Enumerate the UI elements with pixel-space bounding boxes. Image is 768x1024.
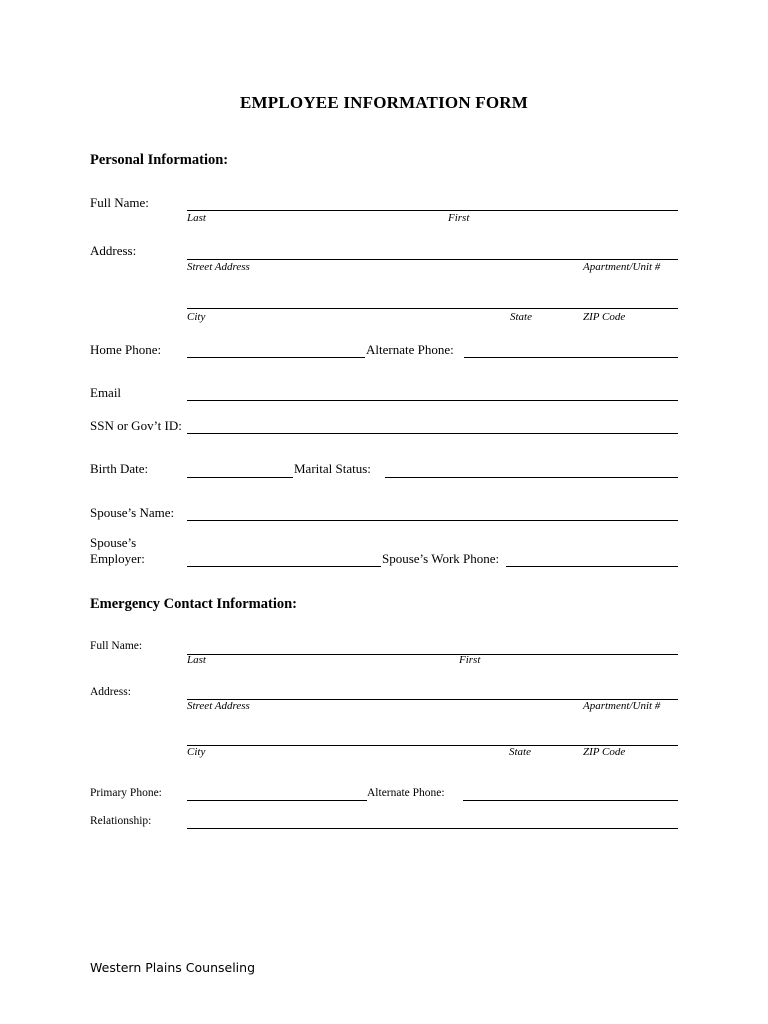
apartment-caption: Apartment/Unit # xyxy=(583,261,661,273)
state-caption: State xyxy=(510,311,532,323)
emergency-address-label: Address: xyxy=(90,686,131,698)
street-address-underline xyxy=(187,259,678,260)
emergency-city-caption: City xyxy=(187,746,206,758)
emergency-full-name-underline xyxy=(187,654,678,655)
city-state-zip-field[interactable] xyxy=(187,289,681,309)
relationship-field[interactable] xyxy=(187,810,681,830)
spouse-name-label: Spouse’s Name: xyxy=(90,505,175,520)
full-name-label: Full Name: xyxy=(90,195,149,210)
home-phone-field[interactable] xyxy=(187,339,369,359)
marital-status-label: Marital Status: xyxy=(294,461,371,476)
personal-info-heading: Personal Information: xyxy=(90,152,229,168)
home-phone-label: Home Phone: xyxy=(90,342,162,357)
ssn-underline xyxy=(187,433,678,434)
full-name-field[interactable] xyxy=(187,192,681,212)
emergency-city-field[interactable] xyxy=(187,727,681,747)
email-label: Email xyxy=(90,385,122,400)
emergency-full-name-label: Full Name: xyxy=(90,640,143,652)
primary-phone-label: Primary Phone: xyxy=(90,787,162,799)
footer-organization: Western Plains Counseling xyxy=(90,960,256,975)
emergency-alternate-phone-field[interactable] xyxy=(463,782,681,802)
first-name-caption: First xyxy=(448,212,470,224)
address-label: Address: xyxy=(90,243,137,258)
full-name-underline xyxy=(187,210,678,211)
spouse-name-field[interactable] xyxy=(187,502,681,522)
emergency-alternate-phone-underline xyxy=(463,800,678,801)
relationship-label: Relationship: xyxy=(90,815,152,827)
spouse-work-phone-underline xyxy=(506,566,678,567)
emergency-apartment-caption: Apartment/Unit # xyxy=(583,700,661,712)
marital-status-underline xyxy=(385,477,678,478)
city-caption: City xyxy=(187,311,206,323)
alternate-phone-field[interactable] xyxy=(464,339,681,359)
spouse-work-phone-field[interactable] xyxy=(506,548,681,568)
marital-status-field[interactable] xyxy=(385,458,681,478)
emergency-last-caption: Last xyxy=(187,654,206,666)
alternate-phone-label: Alternate Phone: xyxy=(366,342,454,357)
spouse-employer-label: Spouse’s Employer: xyxy=(90,535,145,566)
city-underline xyxy=(187,308,678,309)
zip-caption: ZIP Code xyxy=(583,311,626,323)
primary-phone-field[interactable] xyxy=(187,782,371,802)
emergency-zip-caption: ZIP Code xyxy=(583,746,626,758)
ssn-label: SSN or Gov’t ID: xyxy=(90,418,182,433)
spouse-employer-field[interactable] xyxy=(187,548,384,568)
relationship-underline xyxy=(187,828,678,829)
emergency-state-caption: State xyxy=(509,746,531,758)
emergency-street-field[interactable] xyxy=(187,681,681,701)
emergency-first-caption: First xyxy=(459,654,481,666)
last-name-caption: Last xyxy=(187,212,206,224)
form-title: EMPLOYEE INFORMATION FORM xyxy=(239,93,528,112)
street-address-field[interactable] xyxy=(187,240,681,260)
spouse-employer-underline xyxy=(187,566,381,567)
ssn-field[interactable] xyxy=(187,415,681,435)
emergency-alternate-phone-label: Alternate Phone: xyxy=(367,787,445,799)
home-phone-underline xyxy=(187,357,365,358)
birth-date-label: Birth Date: xyxy=(90,461,149,476)
birth-date-field[interactable] xyxy=(187,458,297,478)
spouse-name-underline xyxy=(187,520,678,521)
email-underline xyxy=(187,400,678,401)
primary-phone-underline xyxy=(187,800,367,801)
spouse-work-phone-label: Spouse’s Work Phone: xyxy=(382,551,500,566)
birth-date-underline xyxy=(187,477,293,478)
street-address-caption: Street Address xyxy=(187,261,250,273)
emergency-full-name-field[interactable] xyxy=(187,636,681,656)
emergency-street-caption: Street Address xyxy=(187,700,250,712)
email-field[interactable] xyxy=(187,382,681,402)
alternate-phone-underline xyxy=(464,357,678,358)
emergency-contact-heading: Emergency Contact Information: xyxy=(90,596,297,612)
